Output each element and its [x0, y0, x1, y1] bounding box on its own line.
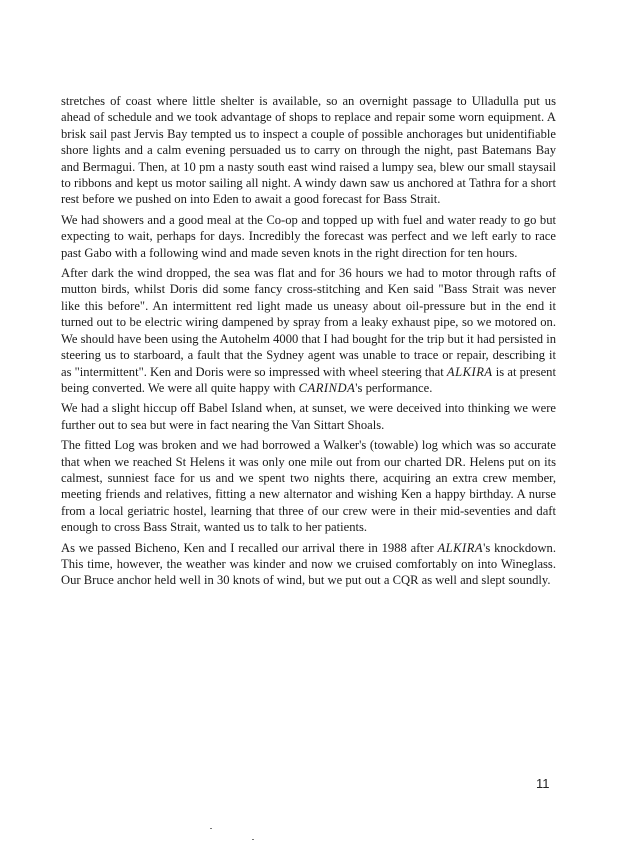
- scan-speck: [252, 839, 254, 840]
- paragraph-1: [61, 93, 556, 208]
- paragraph-6-text-a: As we passed Bicheno, Ken and I recalled our arrival there in 1988 after: [61, 540, 438, 555]
- scan-speck: [210, 828, 212, 829]
- paragraph-6: [61, 540, 556, 589]
- paragraph-6-text-b: 's knockdown. This time, however, the weather was kinder and now we cruised comfortably on into Wineglass. Our Bruce anchor held well in 30 knots of wind, but we put out a CQR as well and slept soundly.: [61, 540, 556, 588]
- paragraph-4: [61, 400, 556, 433]
- paragraph-5: [61, 437, 556, 535]
- paragraph-1-text: stretches of coast where little shelter is available, so an overnight passage to Ulladulla put us ahead of schedule and we took advantage of shops to replace and repair some worn equipment. A brisk sail past Jervis Bay tempted us to inspect a couple of possible anchorages but unidentifiable shore lights and a calm evening persuaded us to carry on through the night, past Batemans Bay and Bermagui. Then, at 10 pm a nasty south east wind raised a lumpy sea, blew our small staysail to ribbons and kept us motor sailing all night. A windy dawn saw us anchored at Tathra for a short rest before we pushed on into Eden to await a good forecast for Bass Strait.: [61, 94, 556, 207]
- paragraph-2-text: We had showers and a good meal at the Co-op and topped up with fuel and water ready to go but expecting to wait, perhaps for days. Incredibly the forecast was perfect and we left early to race past Gabo with a following wind and made seven knots in the right direction for ten hours.: [61, 212, 556, 260]
- boat-name-carinda: CARINDA: [298, 380, 356, 395]
- page-number: 11: [536, 776, 550, 791]
- paragraph-3: [61, 265, 556, 396]
- paragraph-2: [61, 212, 556, 261]
- paragraph-3-text-a: After dark the wind dropped, the sea was flat and for 36 hours we had to motor through rafts of mutton birds, whilst Doris did some fancy cross-stitching and Ken said "Bass Strait was never like this before". An intermittent red light made us uneasy about oil-pressure but in the end it turned out to be electric wiring dampened by spray from a leaky exhaust pipe, so we motored on. We should have been using the Autohelm 4000 that I had bought for the trip but it had persisted in steering us to starboard, a fault that the Sydney agent was unable to trace or repair, describing it as "intermittent". Ken and Doris were so impressed with wheel steering that: [61, 266, 556, 379]
- body-text: [61, 93, 556, 593]
- paragraph-3-text-b: is at present being converted. We were all quite happy with: [61, 364, 556, 395]
- paragraph-3-text-c: 's performance.: [355, 380, 433, 395]
- paragraph-4-text: We had a slight hiccup off Babel Island when, at sunset, we were deceived into thinking we were further out to sea but were in fact nearing the Van Sittart Shoals.: [61, 401, 556, 432]
- paragraph-5-text: The fitted Log was broken and we had borrowed a Walker's (towable) log which was so accurate that when we reached St Helens it was only one mile out from our charted DR. Helens put on its calmest, sunniest face for us and we spent two nights there, acquiring an extra crew member, meeting friends and relatives, fitting a new alternator and wishing Ken a happy birthday. A nurse from a local geriatric hostel, learning that three of our crew were in their mid-seventies and daft enough to cross Bass Strait, wanted us to talk to her patients.: [61, 438, 556, 535]
- boat-name-alkira: ALKIRA: [446, 364, 493, 379]
- boat-name-alkira-2: ALKIRA: [437, 540, 484, 555]
